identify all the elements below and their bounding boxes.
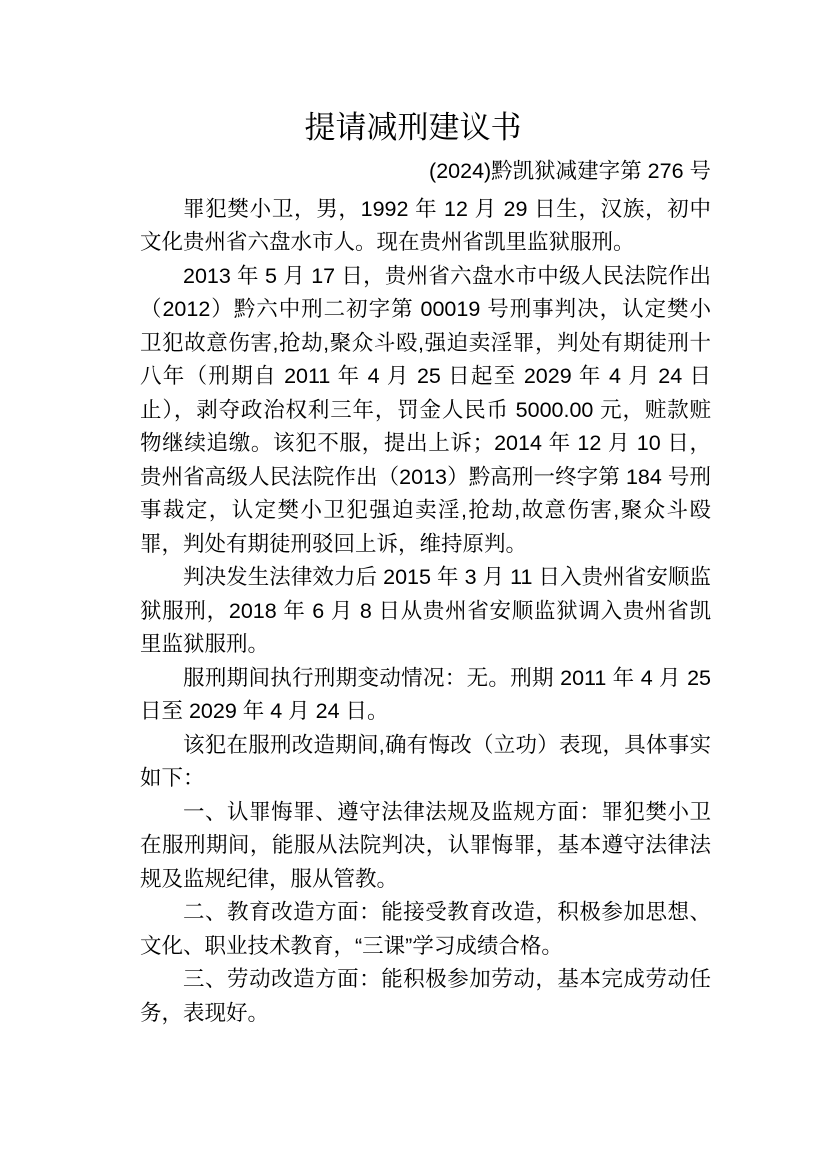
paragraph-offender-info: 罪犯樊小卫，男，1992 年 12 月 29 日生，汉族，初中文化贵州省六盘水市人。现在贵州省凯里监狱服刑。 — [140, 196, 711, 254]
paragraph-prison-transfer: 判决发生法律效力后 2015 年 3 月 11 日入贵州省安顺监狱服刑，2018 年 6 月 8 日从贵州省安顺监狱调入贵州省凯里监狱服刑。 — [140, 565, 711, 656]
paragraph-item-2-education: 二、教育改造方面：能接受教育改造，积极参加思想、文化、职业技术教育，“三课”学习成绩合格。 — [140, 900, 711, 958]
paragraph-performance-intro: 该犯在服刑改造期间,确有悔改（立功）表现，具体事实如下： — [140, 732, 711, 790]
paragraph-term-change: 服刑期间执行刑期变动情况：无。刑期 2011 年 4 月 25 日至 2029 年 4 月 24 日。 — [140, 665, 711, 723]
document-title: 提请减刑建议书 — [304, 110, 522, 145]
document-number: (2024)黔凯狱减建字第 276 号 — [429, 159, 711, 183]
paragraph-item-1-repentance: 一、认罪悔罪、遵守法律法规及监规方面：罪犯樊小卫在服刑期间，能服从法院判决，认罪悔罪，基本遵守法律法规及监规纪律，服从管教。 — [140, 799, 711, 891]
paragraph-judgment-history: 2013 年 5 月 17 日，贵州省六盘水市中级人民法院作出（2012）黔六中刑二初字第 00019 号刑事判决，认定樊小卫犯故意伤害,抢劫,聚众斗殴,强迫卖淫罪，判处有期徒刑十八年（刑期自 2011 年 4 月 25 日起至 2029 年 4 月 24 日止），剥夺政治权利三年，罚金人民币 5000.00 元，赃款赃物继续追缴。该犯不服，提出上诉；2014 年 12 月 10 日，贵州省高级人民法院作出（2013）黔高刑一终字第 184 号刑事裁定，认定樊小卫犯强迫卖淫,抢劫,故意伤害,聚众斗殴罪，判处有期徒刑驳回上诉，维持原判。 — [140, 263, 711, 556]
paragraph-item-3-labor: 三、劳动改造方面：能积极参加劳动，基本完成劳动任务，表现好。 — [140, 967, 711, 1025]
document-body — [140, 151, 711, 1030]
